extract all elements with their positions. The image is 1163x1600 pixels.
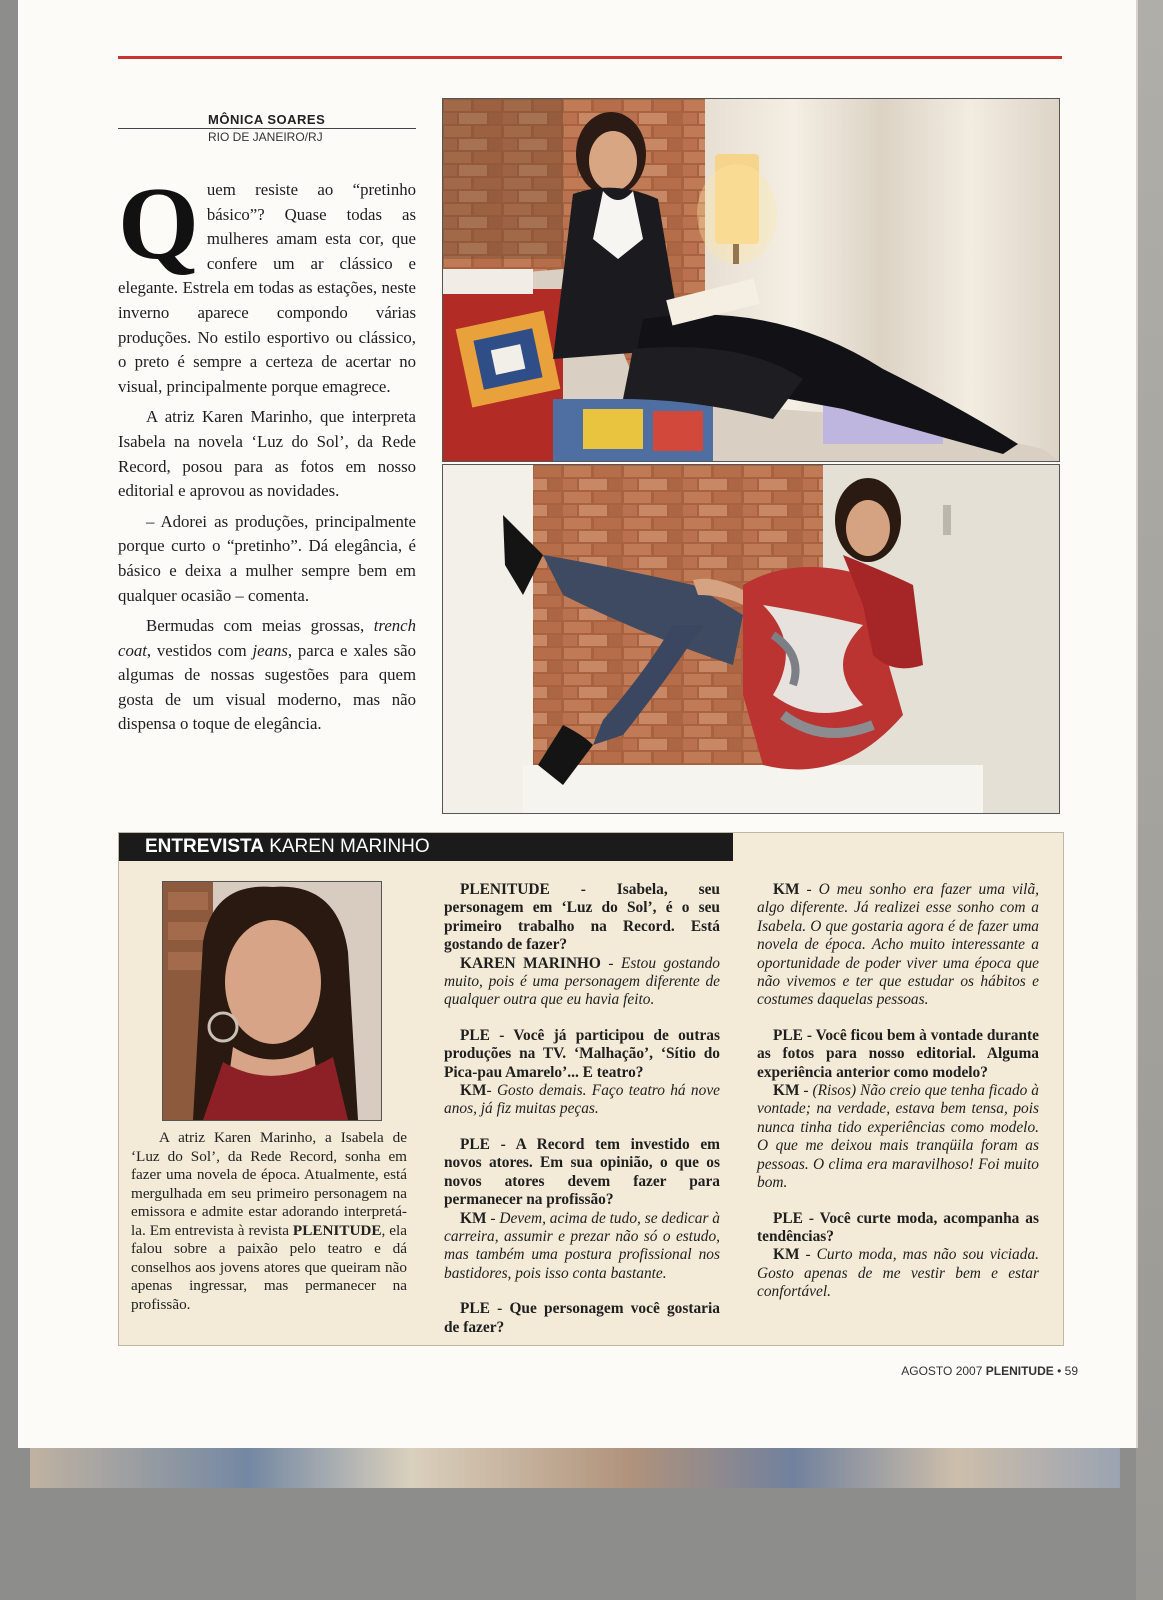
magazine-page <box>18 0 1136 1448</box>
qa-block-6 <box>757 1210 1039 1302</box>
footer-issue: AGOSTO 2007 <box>901 1364 983 1378</box>
byline-rule <box>118 128 416 129</box>
portrait-illustration <box>163 882 381 1120</box>
qa-block-2 <box>444 1027 720 1119</box>
intro-p4-italic-2: jeans <box>252 640 288 660</box>
drop-cap: Q <box>118 166 199 281</box>
page-footer <box>878 1364 1078 1378</box>
answer-3-speaker: KM <box>460 1209 487 1227</box>
footer-page-number: 59 <box>1064 1364 1078 1378</box>
author-name: MÔNICA SOARES <box>208 112 326 127</box>
interview-header-name: KAREN MARINHO <box>263 836 430 857</box>
footer-bullet: • <box>1057 1364 1062 1378</box>
top-red-rule <box>118 56 1062 59</box>
question-4: PLE - Que personagem você gostaria de fazer? <box>444 1300 720 1336</box>
portrait-caption <box>131 1129 407 1314</box>
intro-p4-c: , parca e xales são algumas de nossas sugestões para quem gosta de um visual moderno, mas não dispensa o toque de elegância. <box>118 640 416 734</box>
intro-text <box>118 166 416 743</box>
answer-6-speaker: KM <box>773 1246 800 1264</box>
answer-5-speaker: KM <box>773 1082 800 1100</box>
qa-block-1 <box>444 881 720 1010</box>
intro-p4-italic-1: trench coat <box>118 616 416 660</box>
answer-6 <box>757 1246 1039 1301</box>
answer-2 <box>444 1082 720 1119</box>
interview-column-2 <box>444 881 720 1354</box>
intro-p4-a: Bermudas com meias grossas, <box>146 616 374 636</box>
interview-header <box>119 833 733 861</box>
intro-paragraph-1 <box>118 166 416 399</box>
answer-3 <box>444 1210 720 1284</box>
intro-paragraph-4 <box>118 614 416 737</box>
caption-text <box>131 1129 407 1314</box>
qa-block-4-answer <box>757 881 1039 1010</box>
answer-1-speaker: KAREN MARINHO <box>460 954 601 972</box>
answer-1 <box>444 955 720 1010</box>
intro-p1-text: uem resiste ao “pretinho básico”? Quase todas as mulheres amam esta cor, que confere um ar clássico e elegante. Estrela em todas as estações, neste inverno aparece compondo várias produções. No estilo esportivo ou clássico, o preto é sempre a certeza de acertar no visual, principalmente porque emagrece. <box>118 180 416 396</box>
question-1: PLENITUDE - Isabela, seu personagem em ‘Luz do Sol’, é o seu primeiro trabalho na Record. Está gostando de fazer? <box>444 881 720 954</box>
question-2: PLE - Você já participou de outras produções na TV. ‘Malhação’, ‘Sítio do Pica-pau Amarelo’... E teatro? <box>444 1026 720 1081</box>
answer-3-text: - Devem, acima de tudo, se dedicar à carreira, assumir e prezar não só o estudo, mas também uma postura profissional nos bastidores, pois isso conta bastante. <box>444 1209 720 1282</box>
caption-magazine-name: PLENITUDE <box>292 1221 382 1239</box>
answer-4-speaker: KM <box>773 881 800 898</box>
caption-part-a: A atriz Karen Marinho, a Isabela de ‘Luz do Sol’, da Rede Record, sonha em fazer uma novela de época. Atualmente, está mergulhada em seu primeiro personagem na emissora e admite estar adorando interpretá-la. Em entrevista à revista <box>131 1129 407 1239</box>
interview-box <box>118 832 1064 1346</box>
photo-model-patterned-dress <box>442 464 1060 814</box>
underlying-page-strip <box>30 1448 1120 1488</box>
photo-model-black-outfit <box>442 98 1060 462</box>
scan-edge <box>1136 0 1163 1600</box>
photo-illustration-bottom <box>443 465 1059 813</box>
intro-paragraph-2: A atriz Karen Marinho, que interpreta Isabela na novela ‘Luz do Sol’, da Rede Record, posou para as fotos em nosso editorial e aprovou as novidades. <box>118 407 416 501</box>
answer-2-speaker: KM <box>460 1082 487 1100</box>
intro-p4-b: , vestidos com <box>146 640 253 660</box>
interview-column-3 <box>757 881 1039 1319</box>
photo-illustration-top <box>443 99 1059 461</box>
answer-4-text: - O meu sonho era fazer uma vilã, algo diferente. Já realizei esse sonho com a Isabela. O que gostaria agora é de fazer uma novela de época. Acho muito interessante a oportunidade de poder viver uma época que não vivemos e ter que estudar os hábitos e costumes daquelas pessoas. <box>757 881 1039 1009</box>
qa-block-5 <box>757 1027 1039 1193</box>
question-6: PLE - Você curte moda, acompanha as tendências? <box>757 1209 1039 1245</box>
question-5: PLE - Você ficou bem à vontade durante as fotos para nosso editorial. Alguma experiência anterior como modelo? <box>757 1026 1039 1081</box>
answer-1-text: - Estou gostando muito, pois é uma personagem diferente de qualquer outra que eu havia feito. <box>444 954 720 1009</box>
author-location: RIO DE JANEIRO/RJ <box>208 130 323 144</box>
footer-magazine: PLENITUDE <box>985 1364 1054 1378</box>
qa-block-4-question <box>444 1300 720 1337</box>
answer-4 <box>757 881 1039 1010</box>
caption-part-c: , ela falou sobre a paixão pelo teatro e dá conselhos aos jovens atores que queiram não apenas ingressar, mas permanecer na profissão. <box>131 1221 408 1313</box>
intro-paragraph-3: – Adorei as produções, principalmente porque curto o “pretinho”. Dá elegância, é básico e deixa a mulher sempre bem em qualquer ocasião – comenta. <box>118 511 416 605</box>
qa-block-3 <box>444 1136 720 1283</box>
photo-portrait-karen <box>162 881 382 1121</box>
answer-5-text: - (Risos) Não creio que tenha ficado à vontade; na verdade, estava bem tensa, pois nunca tinha tido experiências como modelo. O que me deixou mais tranqüila foram as pessoas. O clima era maravilhoso! Foi muito bom. <box>757 1082 1039 1192</box>
answer-2-text: - Gosto demais. Faço teatro há nove anos, já fiz muitas peças. <box>444 1082 720 1118</box>
answer-5 <box>757 1082 1039 1192</box>
question-3: PLE - A Record tem investido em novos atores. Em sua opinião, o que os novos atores devem fazer para permanecer na profissão? <box>444 1135 720 1209</box>
answer-6-text: - Curto moda, mas não sou viciada. Gosto apenas de me vestir bem e estar confortável. <box>757 1246 1039 1301</box>
interview-header-label: ENTREVISTA <box>145 836 264 857</box>
